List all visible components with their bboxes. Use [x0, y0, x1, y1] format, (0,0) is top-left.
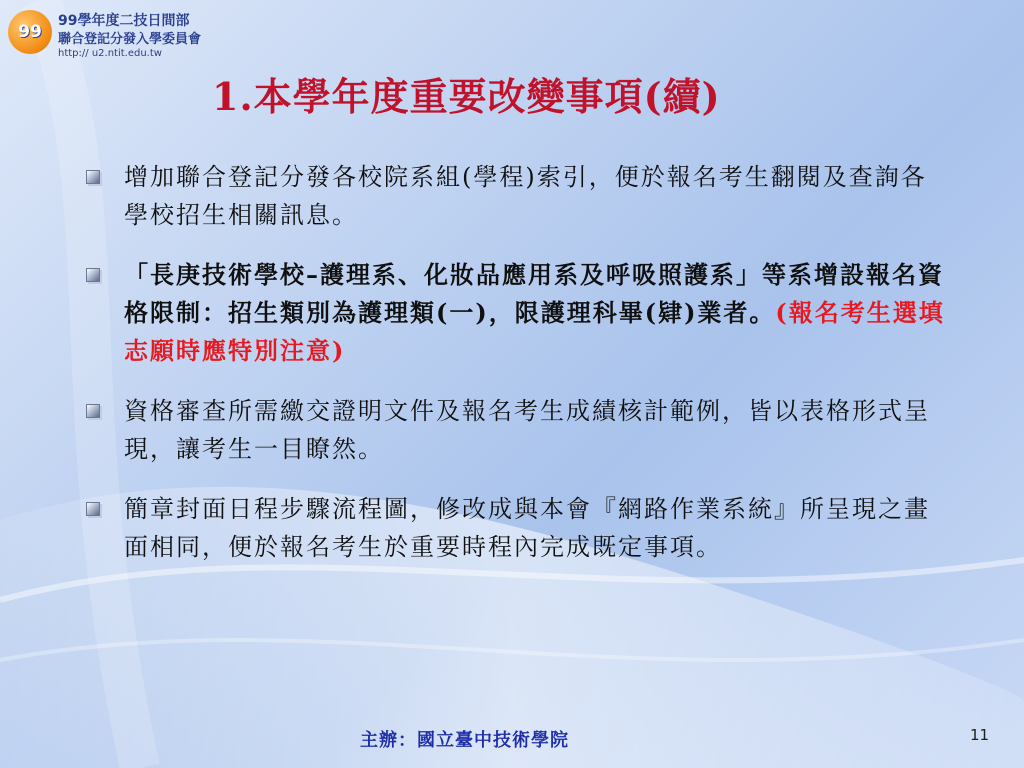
- bullet-square-icon: [86, 502, 100, 516]
- logo-line-1: 99學年度二技日間部: [58, 13, 190, 29]
- slide-title: 1.本學年度重要改變事項(續): [212, 74, 721, 119]
- bullet-text: 「長庚技術學校–護理系、化妝品應用系及呼吸照護系」等系增設報名資格限制：招生類別為護理類(一)，限護理科畢(肄)業者。: [124, 260, 944, 327]
- organizer-logo: [8, 6, 248, 62]
- bullet-square-icon: [86, 268, 100, 282]
- bullet-item: [86, 490, 946, 566]
- logo-mark: 99: [18, 22, 42, 42]
- bullet-list: [86, 158, 946, 588]
- bullet-text: 增加聯合登記分發各校院系組(學程)索引，便於報名考生翻閱及查詢各學校招生相關訊息。: [124, 163, 927, 229]
- logo-line-2: 聯合登記分發入學委員會: [58, 32, 202, 47]
- logo-emblem: [8, 10, 52, 54]
- page-number: 11: [970, 726, 990, 744]
- bullet-item: [86, 392, 946, 468]
- bullet-text: 資格審查所需繳交證明文件及報名考生成績核計範例，皆以表格形式呈現，讓考生一目瞭然。: [124, 397, 930, 463]
- bullet-item: [86, 158, 946, 234]
- bullet-item: [86, 256, 946, 370]
- footer-organizer: 主辦：國立臺中技術學院: [360, 730, 569, 751]
- bullet-square-icon: [86, 404, 100, 418]
- logo-url: http:// u2.ntit.edu.tw: [58, 48, 162, 59]
- bullet-square-icon: [86, 170, 100, 184]
- bullet-text: 簡章封面日程步驟流程圖，修改成與本會『網路作業系統』所呈現之畫面相同，便於報名考生於重要時程內完成既定事項。: [124, 495, 930, 561]
- bullet-emphasis: (報名考生選填志願時應特別注意): [124, 298, 945, 365]
